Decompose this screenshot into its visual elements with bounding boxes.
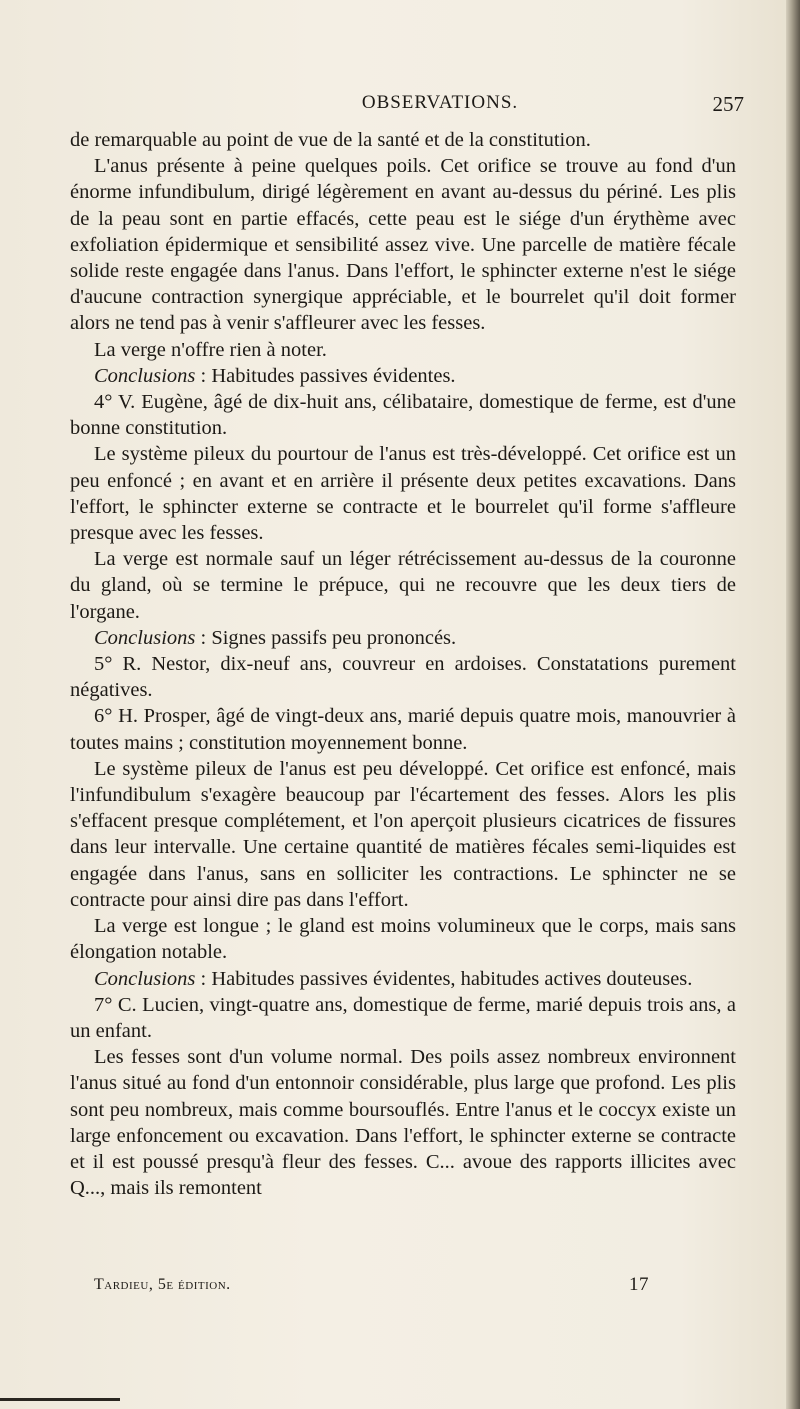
case-paragraph: 4° V. Eugène, âgé de dix-huit ans, célibataire, domestique de ferme, est d'une bonne constitution. [70,391,736,440]
page-corner-mark [0,1398,120,1401]
conclusion-paragraph: Conclusions : Habitudes passives évidentes, habitudes actives douteuses. [94,967,693,990]
paragraph: Les fesses sont d'un volume normal. Des poils assez nombreux environnent l'anus situé au fond d'un entonnoir considérable, plus large que profond. Les plis sont peu nombreux, mais comme boursouflés. Entre l'anus et le coccyx existe un large enfoncement ou excavation. Dans l'effort, le sphincter externe se contracte et il est poussé presqu'à fleur des fesses. C... avoue des rapports illicites avec Q..., mais ils remontent [70,1046,736,1200]
paragraph: La verge est longue ; le gland est moins volumineux que le corps, mais sans élongation notable. [70,915,736,964]
case-paragraph: 7° C. Lucien, vingt-quatre ans, domestique de ferme, marié depuis trois ans, a un enfant. [70,993,736,1042]
paragraph: Le système pileux du pourtour de l'anus est très-développé. Cet orifice est un peu enfoncé ; en avant et en arrière il présente deux petites excavations. Dans l'effort, le sphincter externe se contracte et le bourrelet qu'il forme s'affleure presque avec les fesses. [70,443,736,545]
paragraph: Le système pileux de l'anus est peu développé. Cet orifice est enfoncé, mais l'infundibulum s'exagère beaucoup par l'écartement des fesses. Alors les plis s'effacent presque complétement, et l'on aperçoit plusieurs cicatrices de fissures dans leur intervalle. Une certaine quantité de matières fécales semi-liquides est engagée dans l'anus, sans en solliciter les contractions. Le sphincter ne se contracte pour ainsi dire pas dans l'effort. [70,757,736,911]
page-number: 257 [712,92,744,116]
page-binding-edge [786,0,800,1409]
conclusion-label: Conclusions [94,364,196,387]
paragraph: La verge est normale sauf un léger rétrécissement au-dessus de la couronne du gland, où se termine le prépuce, qui ne recouvre que les deux tiers de l'organe. [70,548,736,623]
paragraph: La verge n'offre rien à noter. [94,338,327,361]
footer-signature: Tardieu, 5e édition. [94,1276,231,1293]
signature-mark: 17 [629,1274,649,1295]
conclusion-label: Conclusions [94,626,196,649]
body-text [70,127,736,1201]
paragraph: de remarquable au point de vue de la santé et de la constitution. [70,129,591,151]
running-head: OBSERVATIONS. [361,92,519,113]
case-paragraph: 5° R. Nestor, dix-neuf ans, couvreur en ardoises. Constatations purement négatives. [70,653,736,702]
conclusion-paragraph: Conclusions : Habitudes passives évidentes. [94,364,456,387]
conclusion-label: Conclusions [94,967,196,990]
paragraph: L'anus présente à peine quelques poils. Cet orifice se trouve au fond d'un énorme infundibulum, dirigé légèrement en avant au-dessus du périné. Les plis de la peau sont en partie effacés, cette peau est le siége d'un érythème avec exfoliation épidermique et sensibilité assez vive. Une parcelle de matière fécale solide reste engagée dans l'anus. Dans l'effort, le sphincter externe n'est le siége d'aucune contraction synergique appréciable, et le bourrelet qu'il doit former alors ne tend pas à venir s'affleurer avec les fesses. [70,155,736,335]
conclusion-paragraph: Conclusions : Signes passifs peu prononcés. [94,626,457,649]
case-paragraph: 6° H. Prosper, âgé de vingt-deux ans, marié depuis quatre mois, manouvrier à toutes mains ; constitution moyennement bonne. [70,705,736,754]
